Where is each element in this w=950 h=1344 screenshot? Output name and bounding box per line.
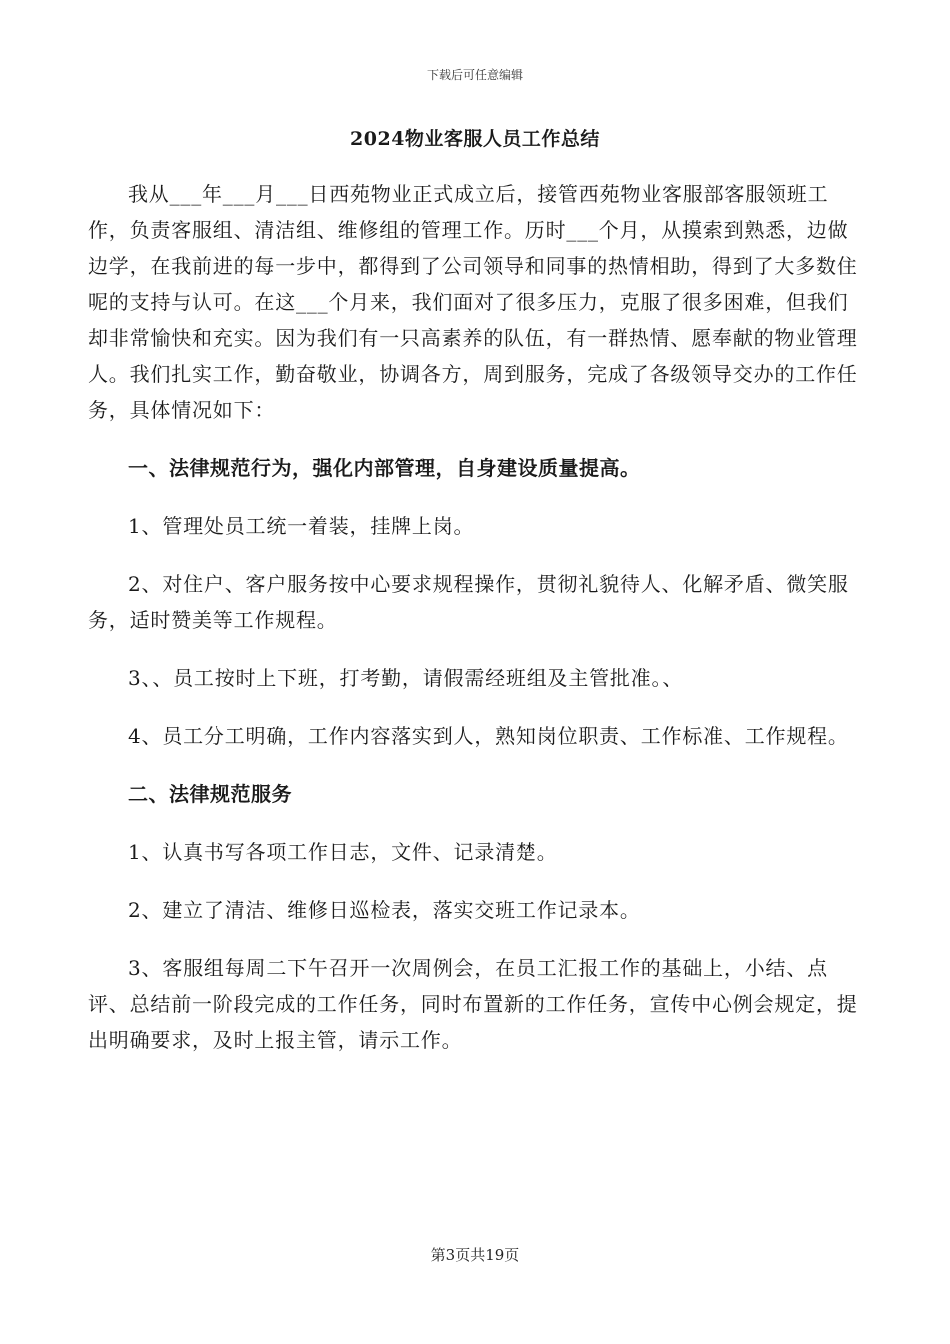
- section-2-item: 2、建立了清洁、维修日巡检表，落实交班工作记录本。: [128, 898, 641, 922]
- section-1-item: 1、管理处员工统一着装，挂牌上岗。: [128, 514, 475, 538]
- document-title: 2024物业客服人员工作总结: [350, 128, 600, 150]
- section-1-item: 3、、员工按时上下班，打考勤，请假需经班组及主管批准。、: [128, 666, 684, 690]
- section-1-item: 2、对住户、客户服务按中心要求规程操作，贯彻礼貌待人、化解矛盾、微笑服务，适时赞美等工作规程。: [88, 572, 849, 632]
- section-2-heading: 二、法律规范服务: [128, 782, 292, 806]
- page-header-note: 下载后可任意编辑: [426, 68, 523, 82]
- document-body: [88, 176, 868, 1058]
- section-2-item: 3、客服组每周二下午召开一次周例会，在员工汇报工作的基础上，小结、点评、总结前一阶段完成的工作任务，同时布置新的工作任务，宣传中心例会规定，提出明确要求，及时上报主管，请示工作。: [88, 956, 858, 1052]
- section-1-item: 4、员工分工明确，工作内容落实到人，熟知岗位职责、工作标准、工作规程。: [128, 724, 849, 748]
- section-2-item: 1、认真书写各项工作日志，文件、记录清楚。: [128, 840, 558, 864]
- section-1-heading: 一、法律规范行为，强化内部管理，自身建设质量提高。: [128, 456, 641, 480]
- intro-paragraph: 我从___年___月___日西苑物业正式成立后，接管西苑物业客服部客服领班工作，负责客服组、清洁组、维修组的管理工作。历时___个月，从摸索到熟悉，边做边学，在我前进的每一步中，都得到了公司领导和同事的热情相助，得到了大多数住呢的支持与认可。在这___个月来，我们面对了很多压力，克服了很多困难，但我们却非常愉快和充实。因为我们有一只高素养的队伍，有一群热情、愿奉献的物业管理人。我们扎实工作，勤奋敬业，协调各方，周到服务，完成了各级领导交办的工作任务，具体情况如下：: [88, 182, 858, 422]
- page-footer-number: 第3页共19页: [430, 1246, 520, 1264]
